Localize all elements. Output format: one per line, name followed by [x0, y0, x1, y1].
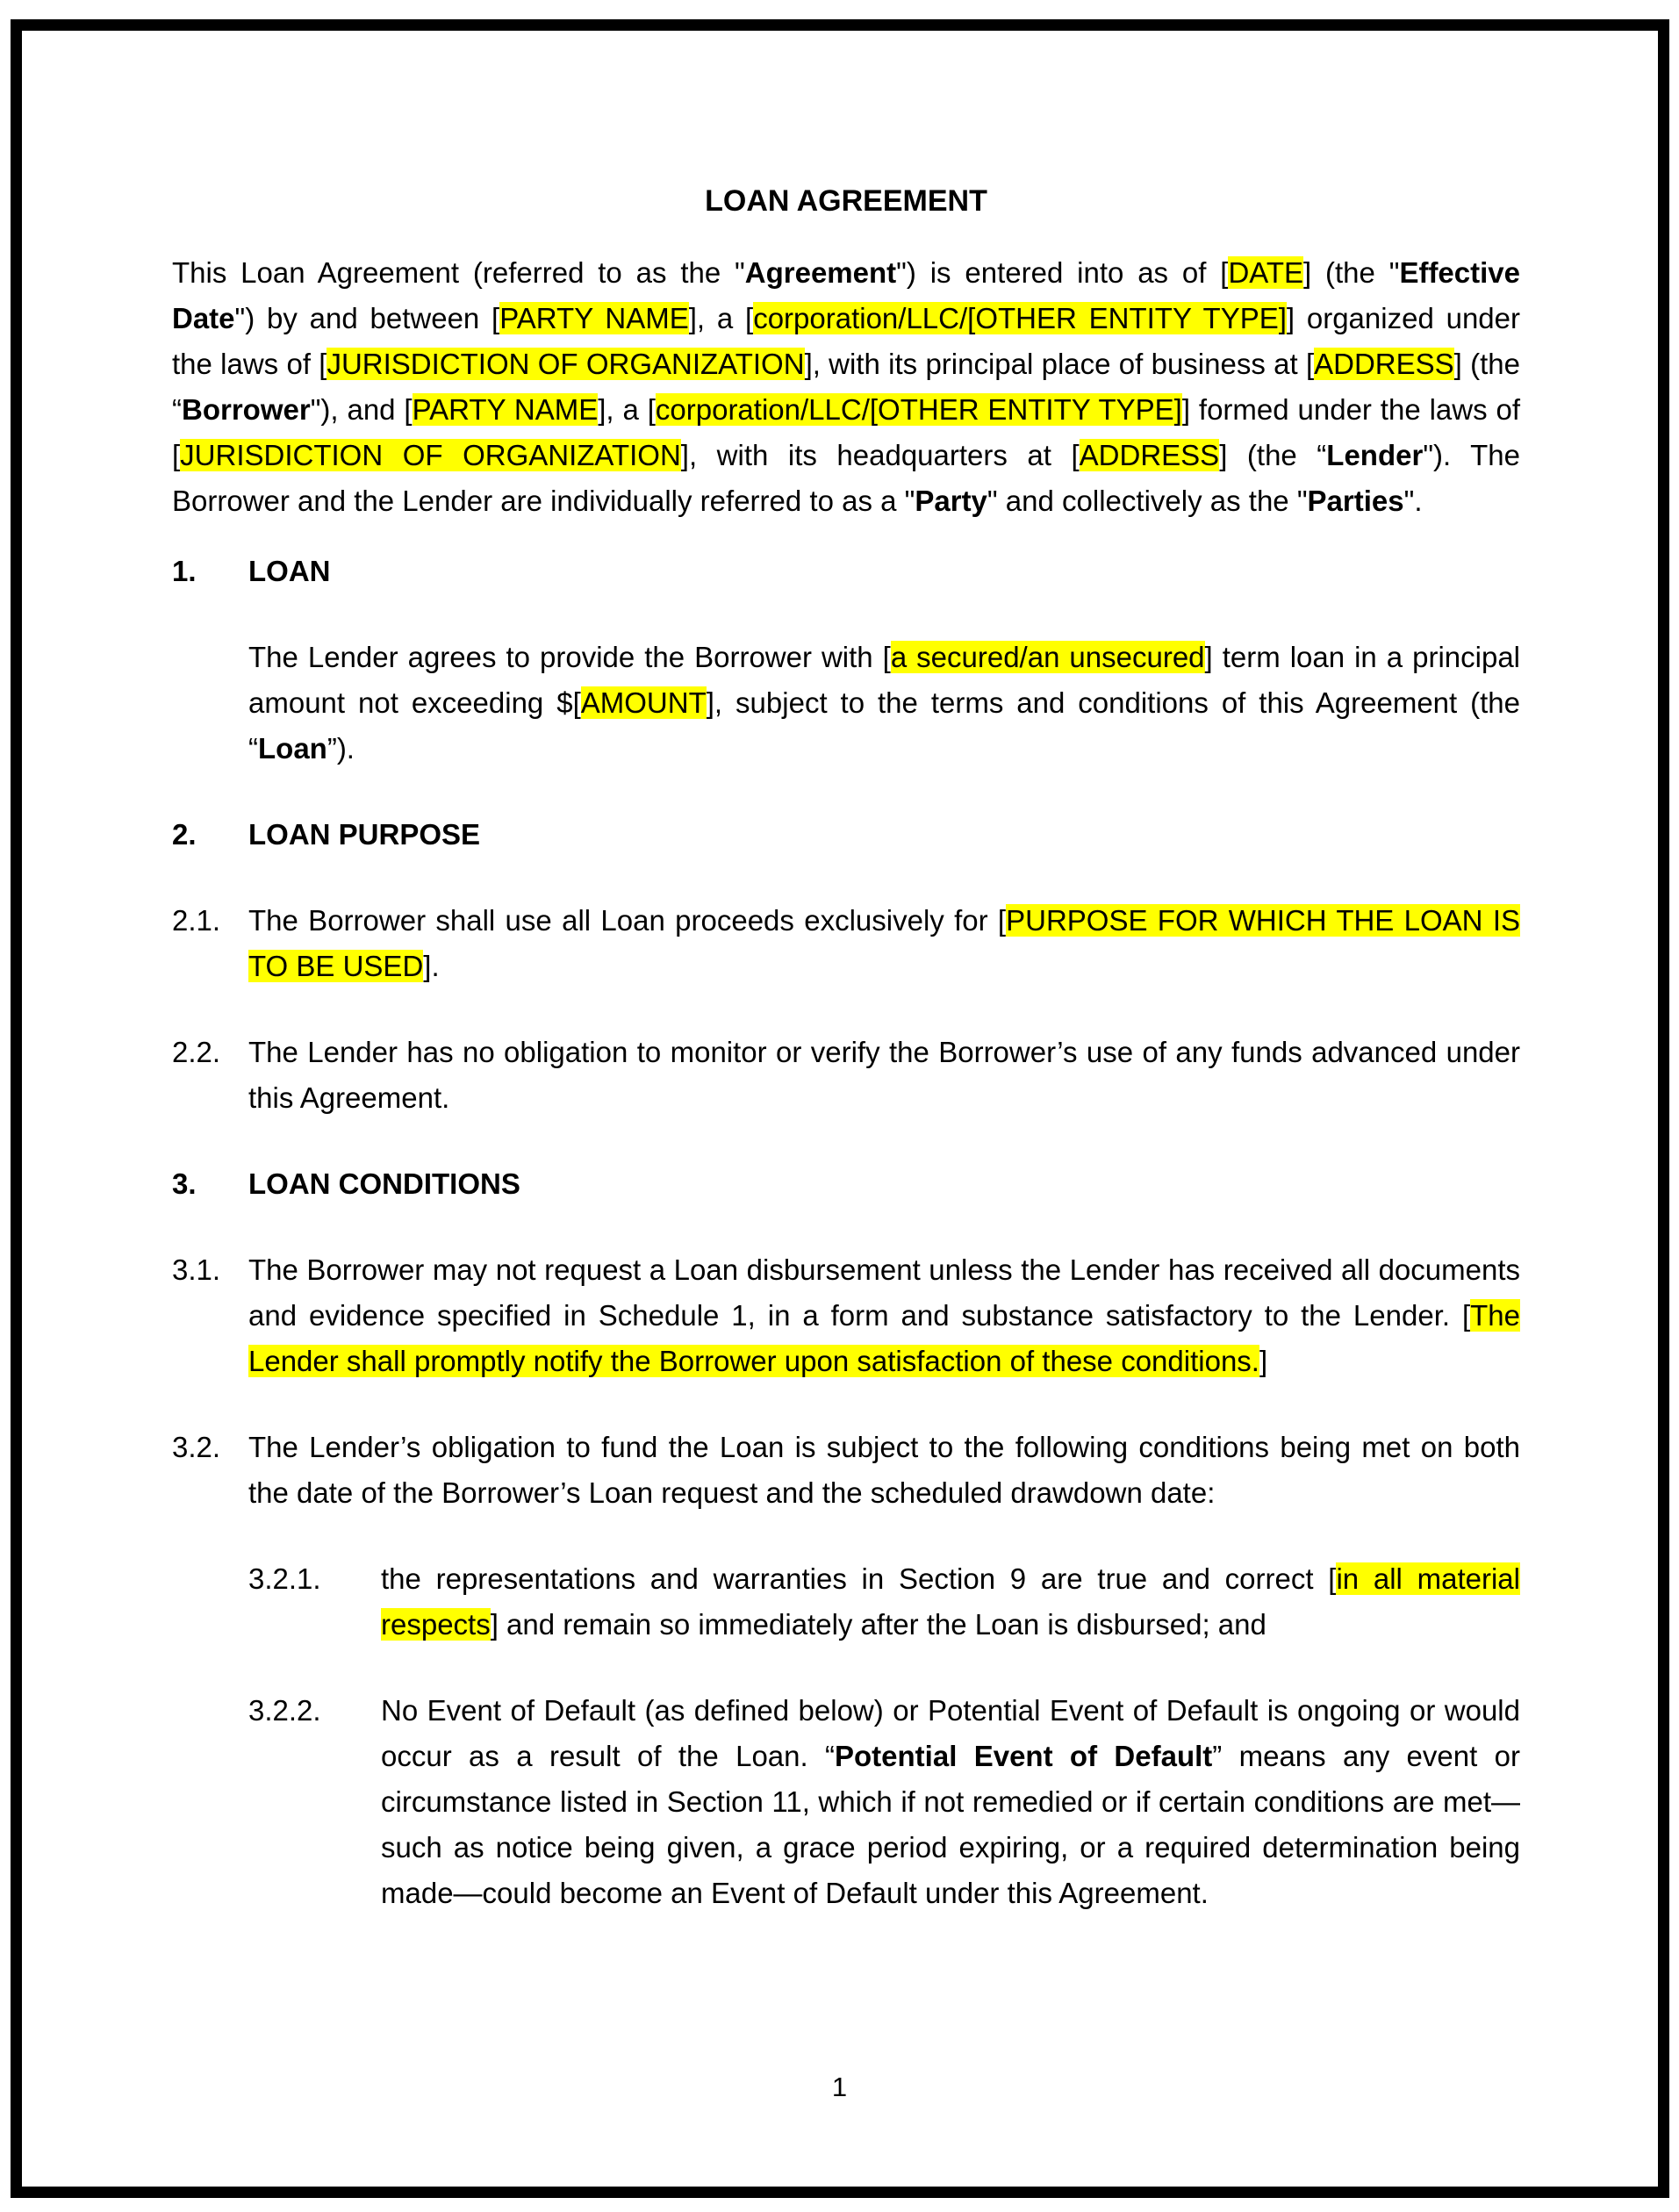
text-run: ] (the “	[172, 348, 1520, 426]
text-run: ” means any event or circumstance listed in Section 11, which if not remedied or if certain conditions are met—such as notice being given, a grace period expiring, or a required determination being made—could become an Event of Default under this Agreement.	[381, 1740, 1520, 1909]
section-heading-label: LOAN PURPOSE	[248, 818, 481, 851]
text-run: ]	[1259, 1345, 1268, 1377]
page-number: 1	[831, 2072, 848, 2102]
highlighted-placeholder: JURISDICTION OF ORGANIZATION	[180, 439, 681, 471]
section-number: 1.	[172, 555, 197, 587]
bold-term: Party	[915, 485, 987, 517]
bold-term: Borrower	[182, 393, 311, 426]
clause-item	[172, 1425, 1520, 1516]
text-run: No Event of Default (as defined below) or Potential Event of Default is ongoing or would occur as a result of the Loan. “	[381, 1694, 1520, 1772]
clause-item	[172, 1030, 1520, 1121]
highlighted-placeholder: ADDRESS	[1314, 348, 1454, 380]
highlighted-placeholder: a secured/an unsecured	[890, 641, 1205, 673]
highlighted-placeholder: The Lender shall promptly notify the Borrower upon satisfaction of these conditions.	[248, 1299, 1520, 1377]
text-run: The Lender’s obligation to fund the Loan is subject to the following conditions being met on both the date of the Borrower’s Loan request and the scheduled drawdown date:	[248, 1431, 1520, 1509]
text-run: This Loan Agreement (referred to as the "	[172, 256, 745, 289]
clause-number: 3.2.	[172, 1431, 221, 1463]
clause-number: 3.2.2.	[248, 1694, 321, 1727]
highlighted-placeholder: DATE	[1228, 256, 1303, 289]
text-run: ] organized under the laws of [	[172, 302, 1520, 380]
clause-number	[172, 635, 248, 772]
bold-term: Lender	[1326, 439, 1424, 471]
text-run: The Lender agrees to provide the Borrower with [	[248, 641, 891, 673]
section-heading-label: LOAN CONDITIONS	[248, 1167, 520, 1200]
section-heading	[172, 549, 1520, 594]
bold-term: Agreement	[744, 256, 897, 289]
clause-text	[248, 898, 1520, 989]
clause-text	[248, 635, 1520, 772]
highlighted-placeholder: corporation/LLC/[OTHER ENTITY TYPE]	[753, 302, 1287, 334]
document-body	[172, 178, 1520, 1957]
bold-term: Loan	[258, 732, 327, 765]
text-run: ], subject to the terms and conditions of this Agreement (the “	[248, 686, 1521, 765]
highlighted-placeholder: corporation/LLC/[OTHER ENTITY TYPE]	[655, 393, 1182, 426]
text-run: ”).	[326, 732, 355, 765]
text-run: "). The Borrower and the Lender are individually referred to as a "	[172, 439, 1521, 517]
section-heading	[172, 1161, 1520, 1207]
text-run: the representations and warranties in Section 9 are true and correct [	[381, 1562, 1337, 1595]
text-run: ].	[423, 950, 440, 982]
text-run: ".	[1403, 485, 1423, 517]
text-run: ") by and between [	[234, 302, 500, 334]
highlighted-placeholder: in all material respects	[381, 1562, 1520, 1641]
sections-container	[172, 549, 1520, 1916]
clause-text	[248, 1425, 1520, 1516]
text-run: The Borrower may not request a Loan disbursement unless the Lender has received all documents and evidence specified in Schedule 1, in a form and substance satisfactory to the Lender. [	[248, 1253, 1520, 1332]
section-heading	[172, 812, 1520, 858]
highlighted-placeholder: PARTY NAME	[412, 393, 599, 426]
section-heading-label: LOAN	[248, 555, 331, 587]
clause-text	[248, 1247, 1520, 1384]
section-number: 2.	[172, 818, 197, 851]
document-title: LOAN AGREEMENT	[705, 184, 987, 218]
section-number: 3.	[172, 1167, 197, 1200]
text-run: ], with its principal place of business at [	[804, 348, 1315, 380]
text-run: The Borrower shall use all Loan proceeds exclusively for [	[248, 904, 1007, 937]
text-run: ") is entered into as of [	[896, 256, 1229, 289]
clause-number: 2.1.	[172, 904, 221, 937]
bold-term: Potential Event of Default	[835, 1740, 1213, 1772]
text-run: ], a [	[688, 302, 754, 334]
clause-number: 3.1.	[172, 1253, 221, 1286]
bold-term: Effective Date	[172, 256, 1520, 334]
highlighted-placeholder: PARTY NAME	[499, 302, 689, 334]
text-run: " and collectively as the "	[987, 485, 1308, 517]
clause-text	[248, 1030, 1520, 1121]
clause-number: 3.2.1.	[248, 1562, 321, 1595]
text-run: ] (the "	[1303, 256, 1400, 289]
clause-text	[381, 1688, 1520, 1916]
highlighted-placeholder: ADDRESS	[1079, 439, 1220, 471]
clause-number: 2.2.	[172, 1036, 221, 1068]
highlighted-placeholder: AMOUNT	[580, 686, 707, 719]
text-run: ], a [	[598, 393, 656, 426]
highlighted-placeholder: JURISDICTION OF ORGANIZATION	[326, 348, 805, 380]
intro-paragraph	[172, 250, 1520, 524]
text-run: ] (the “	[1219, 439, 1327, 471]
text-run: The Lender has no obligation to monitor or verify the Borrower’s use of any funds advanced under this Agreement.	[248, 1036, 1520, 1114]
text-run: "), and [	[310, 393, 413, 426]
clause-item	[172, 898, 1520, 989]
text-run: ], with its headquarters at [	[680, 439, 1080, 471]
highlighted-placeholder: PURPOSE FOR WHICH THE LOAN IS TO BE USED	[248, 904, 1520, 982]
text-run: ] term loan in a principal amount not exceeding $[	[248, 641, 1521, 719]
clause-item	[248, 1556, 1520, 1648]
bold-term: Parties	[1307, 485, 1404, 517]
clause-item	[172, 635, 1520, 772]
clause-text	[381, 1556, 1520, 1648]
text-run: ] and remain so immediately after the Loan is disbursed; and	[490, 1608, 1266, 1641]
clause-item	[248, 1688, 1520, 1916]
clause-item	[172, 1247, 1520, 1384]
text-run: ] formed under the laws of [	[172, 393, 1521, 471]
